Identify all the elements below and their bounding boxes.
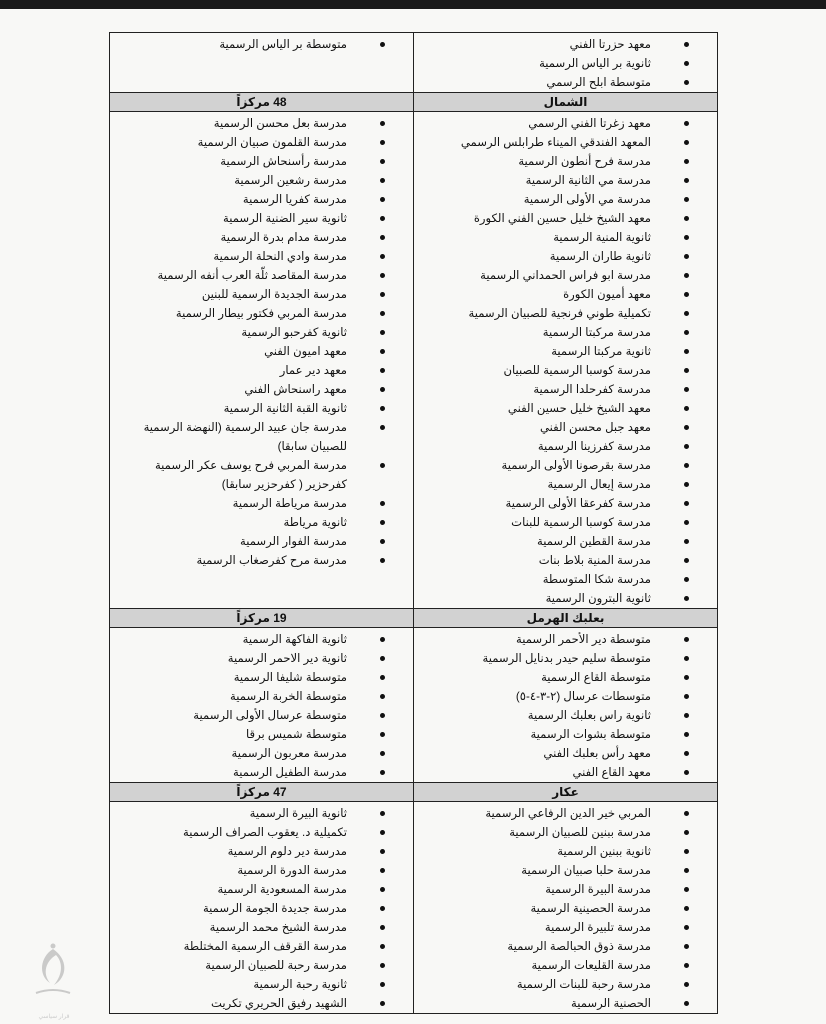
list-item: مدرسة كفرحلدا الرسمية <box>418 380 703 399</box>
list-item: تكميلية د. يعقوب الصراف الرسمية <box>114 823 399 842</box>
list-item: مدرسة كفرزينا الرسمية <box>418 437 703 456</box>
school-list <box>110 802 413 1013</box>
list-item: مدرسة المسعودية الرسمية <box>114 880 399 899</box>
list-item: مدرسة ببنين للصبيان الرسمية <box>418 823 703 842</box>
right-column <box>414 112 718 609</box>
list-item: ثانوية الفاكهة الرسمية <box>114 630 399 649</box>
list-item: مدرسة المربي فرح يوسف عكر الرسمية كفرحزير ( كفرحزير سابقا) <box>114 456 399 494</box>
list-item: معهد دير عمار <box>114 361 399 380</box>
center-count: 47 مركزاً <box>110 783 414 802</box>
list-item: مدرسة القليعات الرسمية <box>418 956 703 975</box>
region-title: عكار <box>414 783 718 802</box>
list-item: مدرسة وادي النحلة الرسمية <box>114 247 399 266</box>
left-column <box>110 628 414 783</box>
list-item: مدرسة كفرعقا الأولى الرسمية <box>418 494 703 513</box>
section-body-row <box>110 802 718 1014</box>
school-list <box>110 628 413 782</box>
list-item: مدرسة الحصينية الرسمية <box>418 899 703 918</box>
section-header-row <box>110 609 718 628</box>
list-item: متوسطة القاع الرسمية <box>418 668 703 687</box>
list-item: ثانوية المنية الرسمية <box>418 228 703 247</box>
list-item: مدرسة القرقف الرسمية المختلطة <box>114 937 399 956</box>
list-item: الشهيد رفيق الحريري تكريت <box>114 994 399 1013</box>
list-item: متوسطة شميس برقا <box>114 725 399 744</box>
list-item: معهد جبل محسن الفني <box>418 418 703 437</box>
section-header-row <box>110 93 718 112</box>
list-item: مدرسة القطين الرسمية <box>418 532 703 551</box>
list-item: مدرسة فرح أنطون الرسمية <box>418 152 703 171</box>
list-item: مدرسة الفوار الرسمية <box>114 532 399 551</box>
list-item: معهد حزرتا الفني <box>418 35 703 54</box>
list-item: معهد راسنحاش الفني <box>114 380 399 399</box>
list-item: ثانوية مرياطة <box>114 513 399 532</box>
list-item: مدرسة البيرة الرسمية <box>418 880 703 899</box>
list-item: مدرسة بعل محسن الرسمية <box>114 114 399 133</box>
right-column <box>414 33 718 93</box>
list-item: مدرسة الشيخ محمد الرسمية <box>114 918 399 937</box>
list-item: ثانوية بر الياس الرسمية <box>418 54 703 73</box>
left-column <box>110 112 414 609</box>
watermark-text: قرار سياسي <box>38 1014 70 1020</box>
list-item: ثانوية البيرة الرسمية <box>114 804 399 823</box>
list-item: مدرسة إيعال الرسمية <box>418 475 703 494</box>
list-item: مدرسة الطفيل الرسمية <box>114 763 399 782</box>
list-item: مدرسة المقاصد ثلّة العرب أنفه الرسمية <box>114 266 399 285</box>
list-item: مدرسة مي الثانية الرسمية <box>418 171 703 190</box>
list-item: متوسطة الخربة الرسمية <box>114 687 399 706</box>
list-item: متوسطة دير الأحمر الرسمية <box>418 630 703 649</box>
list-item: معهد القاع الفني <box>418 763 703 782</box>
list-item: متوسطة بر الياس الرسمية <box>114 35 399 54</box>
list-item: مدرسة جديدة الجومة الرسمية <box>114 899 399 918</box>
list-item: مدرسة القلمون صبيان الرسمية <box>114 133 399 152</box>
region-title: بعلبك الهرمل <box>414 609 718 628</box>
list-item: المربي خير الدين الرفاعي الرسمية <box>418 804 703 823</box>
list-item: مدرسة الدورة الرسمية <box>114 861 399 880</box>
list-item: معهد الشيخ خليل حسين الفني الكورة <box>418 209 703 228</box>
center-count: 48 مركزاً <box>110 93 414 112</box>
list-item: متوسطة عرسال الأولى الرسمية <box>114 706 399 725</box>
center-count: 19 مركزاً <box>110 609 414 628</box>
document-page <box>0 9 826 1024</box>
list-item: تكميلية طوني فرنجية للصبيان الرسمية <box>418 304 703 323</box>
list-item: مدرسة رحبة للبنات الرسمية <box>418 975 703 994</box>
list-item: معهد اميون الفني <box>114 342 399 361</box>
list-item: مدرسة تلبيرة الرسمية <box>418 918 703 937</box>
list-item: ثانوية البترون الرسمية <box>418 589 703 608</box>
list-item: ثانوية كفرحبو الرسمية <box>114 323 399 342</box>
list-item: مدرسة معربون الرسمية <box>114 744 399 763</box>
list-item: ثانوية القبة الثانية الرسمية <box>114 399 399 418</box>
list-item: مدرسة المربي فكتور بيطار الرسمية <box>114 304 399 323</box>
list-item: مدرسة بقرصونا الأولى الرسمية <box>418 456 703 475</box>
list-item: مدرسة شكا المتوسطة <box>418 570 703 589</box>
section-body-row <box>110 628 718 783</box>
list-item: مدرسة الجديدة الرسمية للبنين <box>114 285 399 304</box>
list-item: مدرسة رحبة للصبيان الرسمية <box>114 956 399 975</box>
list-item: متوسطة ابلح الرسمي <box>418 73 703 92</box>
list-item: مدرسة حلبا صبيان الرسمية <box>418 861 703 880</box>
watermark-logo <box>28 941 78 1011</box>
right-column <box>414 802 718 1014</box>
list-item: مدرسة كوسبا الرسمية للصبيان <box>418 361 703 380</box>
list-item: مدرسة دير دلوم الرسمية <box>114 842 399 861</box>
list-item: متوسطات عرسال (٢-٣-٤-٥) <box>418 687 703 706</box>
list-item: معهد زغرتا الفني الرسمي <box>418 114 703 133</box>
section-body-row <box>110 33 718 93</box>
list-item: مدرسة ذوق الحبالصة الرسمية <box>418 937 703 956</box>
list-item: الحصنية الرسمية <box>418 994 703 1013</box>
list-item: مدرسة مركبتا الرسمية <box>418 323 703 342</box>
list-item: ثانوية ببنين الرسمية <box>418 842 703 861</box>
list-item: مدرسة مرياطة الرسمية <box>114 494 399 513</box>
school-list <box>414 112 717 608</box>
list-item: مدرسة رشعين الرسمية <box>114 171 399 190</box>
list-item: معهد رأس بعلبك الفني <box>418 744 703 763</box>
list-item: مدرسة مي الأولى الرسمية <box>418 190 703 209</box>
right-column <box>414 628 718 783</box>
list-item: مدرسة كفريا الرسمية <box>114 190 399 209</box>
list-item: ثانوية مركبتا الرسمية <box>418 342 703 361</box>
list-item: مدرسة مدام بدرة الرسمية <box>114 228 399 247</box>
table-body <box>110 33 718 1014</box>
list-item: مدرسة رأسنحاش الرسمية <box>114 152 399 171</box>
school-list <box>110 33 413 54</box>
section-header-row <box>110 783 718 802</box>
school-list <box>110 112 413 570</box>
list-item: مدرسة كوسبا الرسمية للبنات <box>418 513 703 532</box>
list-item: ثانوية دير الاحمر الرسمية <box>114 649 399 668</box>
list-item: المعهد الفندقي الميناء طرابلس الرسمي <box>418 133 703 152</box>
list-item: ثانوية رحبة الرسمية <box>114 975 399 994</box>
list-item: مدرسة ابو فراس الحمداني الرسمية <box>418 266 703 285</box>
list-item: متوسطة سليم حيدر بدنايل الرسمية <box>418 649 703 668</box>
list-item: ثانوية طاران الرسمية <box>418 247 703 266</box>
list-item: مدرسة المنية بلاط بنات <box>418 551 703 570</box>
list-item: ثانوية راس بعلبك الرسمية <box>418 706 703 725</box>
school-list <box>414 33 717 92</box>
school-list <box>414 802 717 1013</box>
left-column <box>110 33 414 93</box>
school-list <box>414 628 717 782</box>
list-item: معهد الشيخ خليل حسين الفني <box>418 399 703 418</box>
list-item: معهد أميون الكورة <box>418 285 703 304</box>
list-item: مدرسة جان عبيد الرسمية (النهضة الرسمية للصبيان سابقا) <box>114 418 399 456</box>
region-title: الشمال <box>414 93 718 112</box>
section-body-row <box>110 112 718 609</box>
list-item: متوسطة بشوات الرسمية <box>418 725 703 744</box>
list-item: مدرسة مرح كفرصغاب الرسمية <box>114 551 399 570</box>
list-item: متوسطة شليفا الرسمية <box>114 668 399 687</box>
list-item: ثانوية سير الضنية الرسمية <box>114 209 399 228</box>
left-column <box>110 802 414 1014</box>
exam-centers-table <box>109 32 718 1014</box>
